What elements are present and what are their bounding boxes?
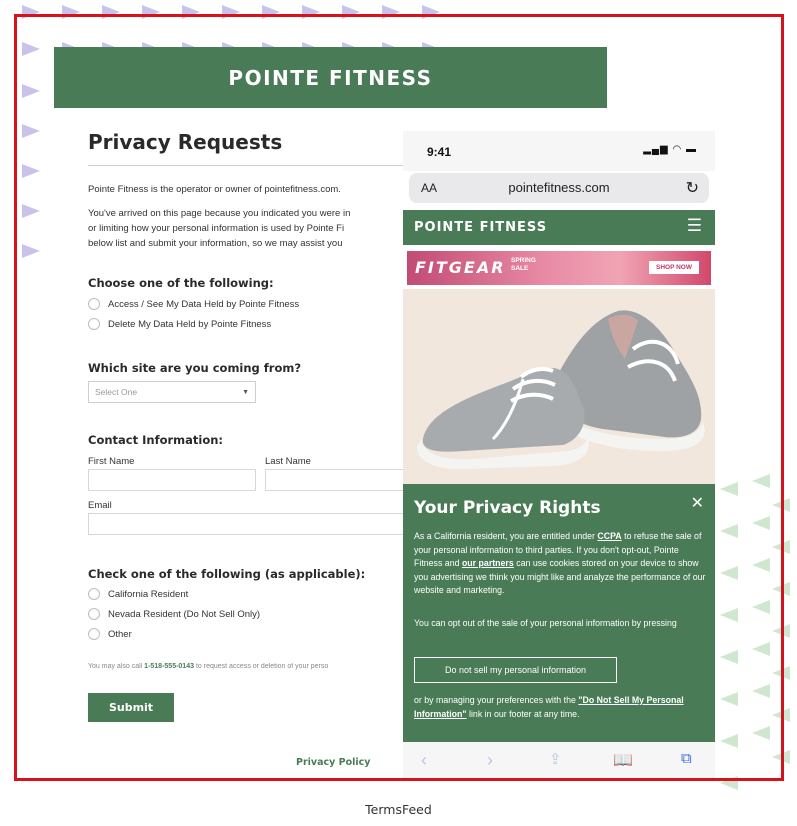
url-text: pointefitness.com (508, 180, 610, 195)
first-name-label: First Name (88, 456, 135, 467)
choose-section-label: Choose one of the following: (88, 276, 274, 290)
banner-title: POINTE FITNESS (228, 65, 433, 90)
submit-button[interactable]: Submit (88, 693, 174, 722)
check-section-label: Check one of the following (as applicable): (88, 567, 366, 581)
note-suffix: to request access or deletion of your perso (195, 663, 329, 670)
radio-label: Other (108, 628, 132, 640)
popup-text: As a California resident, you are entitled under (414, 531, 595, 541)
popup-text: can use cookies stored on your device to show you advertising we think you might like and analyze the performance of our website and marketing. (414, 558, 706, 596)
ad-shop-now-button[interactable]: SHOP NOW (649, 261, 699, 274)
ad-sale-line: SALE (511, 265, 529, 272)
battery-icon: ▬ (686, 144, 697, 155)
description-line: You've arrived on this page because you indicated you were in (88, 208, 351, 219)
radio-label: Nevada Resident (Do Not Sell Only) (108, 608, 261, 620)
description-line: below list and submit your information, so we may assist you (88, 238, 343, 249)
page-title: Privacy Requests (88, 130, 283, 154)
radio-label: Access / See My Data Held by Pointe Fitness (108, 298, 300, 310)
ccpa-link[interactable]: CCPA (597, 531, 622, 541)
note-phone-number[interactable]: 1-518-555-0143 (144, 663, 194, 670)
red-highlight-frame (14, 14, 784, 781)
description-line: or limiting how your personal information is used by Pointe Fi (88, 223, 345, 234)
ad-sale-line: SPRING (511, 257, 536, 264)
signal-icon: ▂▄▆ (643, 144, 669, 155)
privacy-policy-link[interactable]: Privacy Policy (296, 757, 371, 768)
popup-text: to refuse the sale of your personal information to third parties. If you don't opt-out, Pointe Fitness and (414, 531, 702, 569)
our-partners-link[interactable]: our partners (461, 558, 514, 569)
contact-section-label: Contact Information: (88, 433, 224, 447)
chevron-down-icon: ▼ (242, 388, 249, 396)
popup-text: link in our footer at any time. (469, 708, 580, 719)
wifi-icon: ◠ (672, 144, 683, 155)
radio-label: California Resident (108, 588, 189, 600)
email-label: Email (88, 500, 112, 511)
text-size-button[interactable]: AA (421, 181, 438, 195)
close-icon[interactable]: ✕ (690, 495, 704, 512)
back-icon[interactable]: ‹ (421, 750, 427, 770)
note-prefix: You may also call (88, 663, 143, 670)
tabs-icon[interactable]: ⧉ (681, 750, 692, 767)
popup-text: or by managing your preferences with the (414, 695, 576, 705)
radio-label: Delete My Data Held by Pointe Fitness (108, 318, 272, 330)
select-value: Select One (95, 387, 138, 397)
reload-icon[interactable]: ↻ (685, 180, 699, 197)
do-not-sell-button[interactable]: Do not sell my personal information (414, 657, 617, 683)
bookmarks-icon[interactable]: 📖 (613, 752, 633, 769)
mobile-site-title: POINTE FITNESS (414, 220, 548, 235)
site-section-label: Which site are you coming from? (88, 361, 302, 375)
last-name-label: Last Name (265, 456, 311, 467)
intro-text: Pointe Fitness is the operator or owner of pointefitness.com. (88, 184, 341, 195)
ad-brand: FITGEAR (415, 258, 506, 277)
menu-icon[interactable]: ☰ (686, 216, 703, 236)
status-time: 9:41 (427, 145, 452, 159)
popup-paragraph-2: You can opt out of the sale of your personal information by pressing (414, 618, 677, 628)
do-not-sell-link[interactable]: "Do Not Sell My Personal Information" (414, 695, 684, 719)
share-icon[interactable]: ⇪ (549, 751, 562, 768)
forward-icon[interactable]: › (487, 750, 493, 770)
footer-brand: TermsFeed (365, 802, 432, 817)
popup-title: Your Privacy Rights (414, 498, 601, 518)
